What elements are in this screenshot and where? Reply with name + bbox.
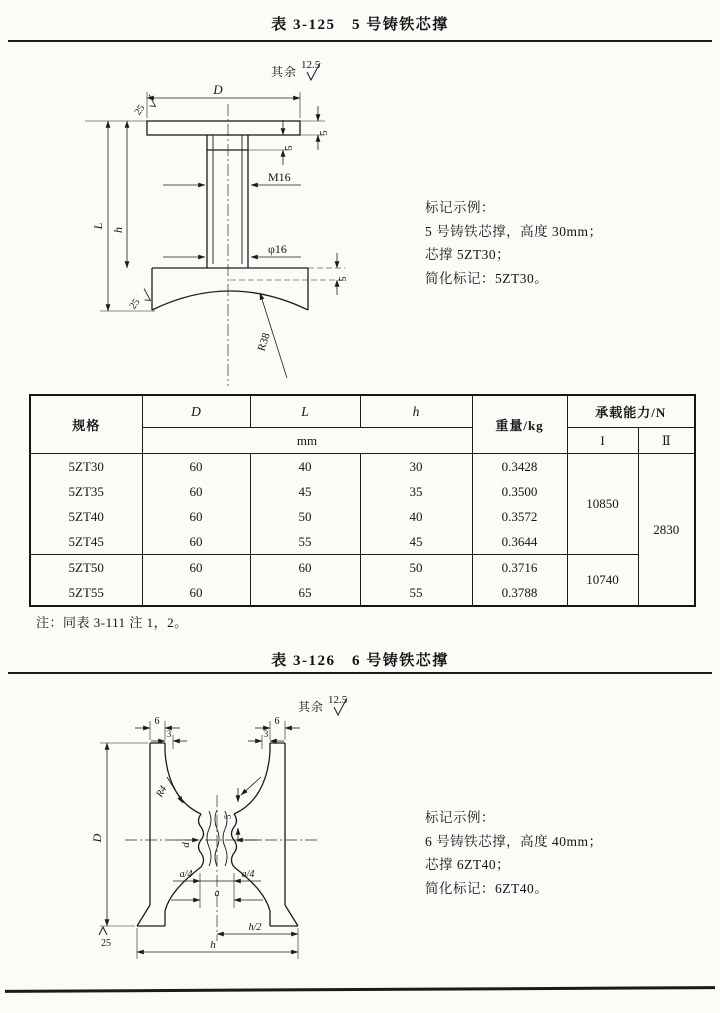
dim-label-D: D [90,833,104,843]
col-header-L: L [250,395,360,428]
dim-label-L: L [91,222,105,230]
radius-label-r4: R4 [154,784,170,800]
surface-finish-mark-top [133,92,159,120]
cell-weight: 0.3572 [472,504,567,529]
cell-L: 60 [250,555,360,581]
diameter-label-phi16: φ16 [268,242,287,256]
dim-label-a4-left: a/4 [179,869,193,880]
example-line: 芯撑 6ZT40； [425,857,511,872]
example-line: 标记示例： [425,200,495,215]
example-line: 简化标记：6ZT40。 [425,880,549,896]
cell-L: 45 [250,479,360,504]
divider-top [8,40,712,42]
chaplet-5-technical-drawing [55,46,365,394]
marking-example-5zt [425,196,685,290]
roughness-note-value: 12.5 [328,694,348,706]
roughness-triangle-icon [99,927,107,935]
svg-text:25: 25 [132,102,148,118]
dim-label-thickness-bottom: 5 [338,276,349,282]
col-header-weight: 重量/kg [472,395,567,454]
table-3-125-title: 表 3-125 5 号铸铁芯撑 [271,17,449,33]
cell-capacity-II: 2830 [638,454,695,607]
cell-L: 50 [250,504,360,529]
cell-capacity-I-group2: 10740 [567,555,638,607]
cell-h: 45 [360,529,472,555]
roughness-note-text: 其余 [298,700,325,714]
dim-label-a4-right: a/4 [241,869,255,880]
table-3-126-title: 表 3-126 6 号铸铁芯撑 [271,653,449,669]
surface-finish-mark [99,927,111,949]
dim-label-rim-left-3: 3 [166,729,172,739]
col-header-unit: mm [142,428,472,454]
cell-h: 40 [360,504,472,529]
cell-spec: 5ZT40 [30,504,142,529]
col-header-capacity: 承载能力/N [567,395,695,428]
dim-label-thickness-step: 5 [284,145,295,151]
cell-weight: 0.3716 [472,555,567,581]
cell-weight: 0.3500 [472,479,567,504]
dim-label-D: D [213,82,223,97]
cell-spec: 5ZT50 [30,555,142,581]
cell-L: 40 [250,454,360,480]
col-header-D: D [142,395,250,428]
cell-L: 65 [250,580,360,606]
general-roughness-note [298,694,348,715]
cell-D: 60 [142,454,250,480]
cell-D: 60 [142,479,250,504]
cell-L: 55 [250,529,360,555]
cell-D: 60 [142,555,250,581]
centerline [125,795,317,941]
cell-D: 60 [142,504,250,529]
chaplet-6-technical-drawing [55,683,385,975]
divider-mid [8,672,712,674]
dim-label-a: a [214,888,220,899]
marking-example-6zt [425,806,685,900]
cell-capacity-I-group1: 10850 [567,454,638,555]
col-header-spec: 规格 [30,395,142,454]
radius-label-r38: R38 [255,331,273,353]
cell-spec: 5ZT35 [30,479,142,504]
svg-text:25: 25 [127,296,143,312]
roughness-note-value: 12.5 [301,59,321,71]
cell-h: 35 [360,479,472,504]
cell-D: 60 [142,529,250,555]
table-note: 注：同表 3-111 注 1，2。 [36,615,188,630]
cell-spec: 5ZT45 [30,529,142,555]
general-roughness-note [271,59,321,80]
divider-bottom [5,986,715,993]
dim-label-rim-right-6: 6 [274,716,280,727]
cell-h: 30 [360,454,472,480]
dim-label-rim-right-3: 3 [263,729,269,739]
example-line: 标记示例： [425,810,495,825]
svg-text:25: 25 [101,938,111,949]
cell-spec: 5ZT55 [30,580,142,606]
cell-weight: 0.3428 [472,454,567,480]
table-row [30,555,695,581]
roughness-check-icon [144,95,159,109]
table-row [30,454,695,480]
cell-h: 50 [360,555,472,581]
cell-weight: 0.3788 [472,580,567,606]
example-line: 6 号铸铁芯撑，高度 40mm； [425,833,603,849]
dim-label-thickness-top: 5 [319,130,330,136]
example-line: 简化标记：5ZT30。 [425,270,549,286]
cell-h: 55 [360,580,472,606]
col-header-capacity-I: I [567,428,638,454]
dim-label-d: d [180,842,192,848]
cell-weight: 0.3644 [472,529,567,555]
cell-spec: 5ZT30 [30,454,142,480]
cell-D: 60 [142,580,250,606]
col-header-h: h [360,395,472,428]
dim-label-h: h [111,227,125,233]
roughness-note-text: 其余 [271,65,298,79]
dim-label-h2: h/2 [248,922,262,933]
dim-label-rim-left-6: 6 [154,716,160,727]
example-line: 芯撑 5ZT30； [425,247,511,262]
thread-label-m16: M16 [268,170,291,184]
surface-finish-mark-bottom [128,286,154,314]
example-line: 5 号铸铁芯撑，高度 30mm； [425,223,603,239]
col-header-capacity-II: Ⅱ [638,428,695,454]
chaplet-5-spec-table [29,394,696,607]
dim-label-waist-5: 5 [223,814,233,820]
dim-label-h: h [210,939,216,951]
